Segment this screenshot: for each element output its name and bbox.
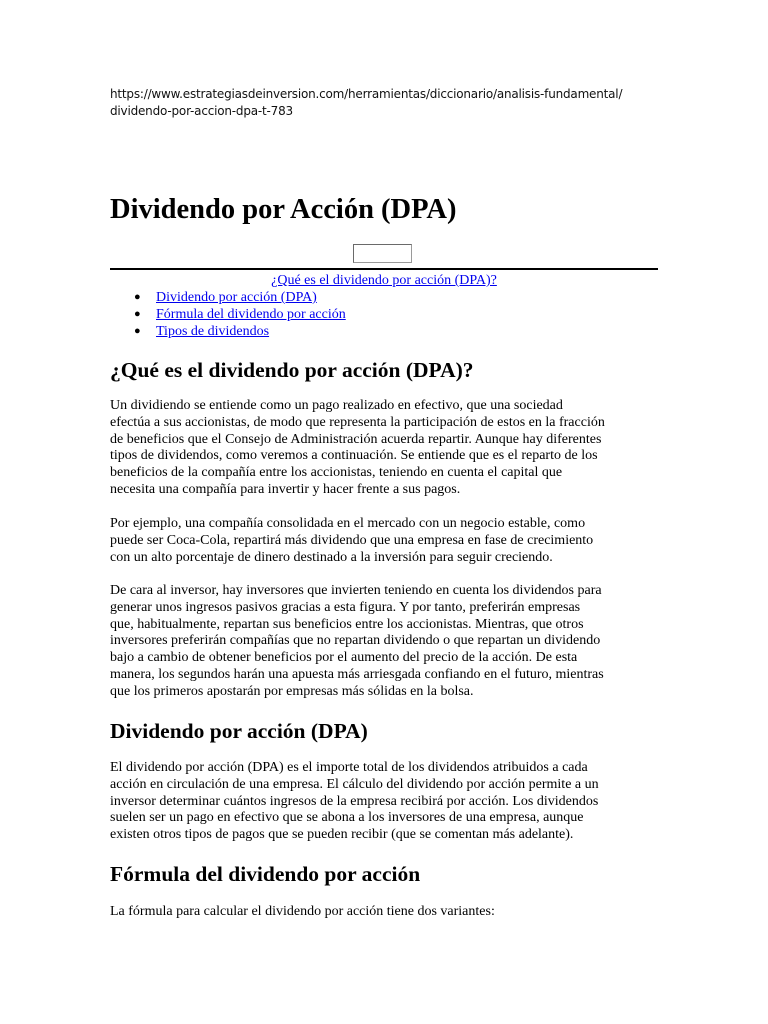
toc-link-formula[interactable]: Fórmula del dividendo por acción: [156, 307, 346, 322]
paragraph-line: El dividendo por acción (DPA) es el importe total de los dividendos atribuidos a cada: [110, 760, 588, 775]
paragraph-line: efectúa a sus accionistas, de modo que representa la participación de estos en la fracción: [110, 414, 605, 430]
paragraph-line: existen otros tipos de pagos que se pueden recibir (que se comentan más adelante).: [110, 827, 574, 843]
source-url-line-1[interactable]: https://www.estrategiasdeinversion.com/herramientas/diccionario/analisis-fundamental/: [110, 87, 623, 101]
paragraph-line: que los primeros apostarán por empresas más sólidas en la bolsa.: [110, 683, 474, 699]
paragraph-line: inversor determinar cuántos ingresos de la empresa recibirá por acción. Los dividendos: [110, 793, 599, 809]
toc-link-que-es-dpa[interactable]: ¿Qué es el dividendo por acción (DPA)?: [271, 273, 497, 288]
bullet-icon: ●: [134, 291, 141, 303]
paragraph-line: Por ejemplo, una compañía consolidada en el mercado con un negocio estable, como: [110, 516, 586, 531]
toc-item: [110, 323, 346, 340]
section-heading-formula: Fórmula del dividendo por acción: [110, 862, 421, 886]
paragraph-line: Un dividiendo se entiende como un pago realizado en efectivo, que una sociedad: [110, 398, 563, 413]
toc-link-dividendo-por-accion[interactable]: Dividendo por acción (DPA): [156, 290, 317, 305]
paragraph-line: beneficios de la compañía entre los accionistas, teniendo en cuenta el capital que: [110, 465, 563, 481]
paragraph-line: La fórmula para calcular el dividendo por acción tiene dos variantes:: [110, 904, 495, 919]
paragraph: [110, 904, 658, 921]
toc-item: [110, 306, 346, 323]
bullet-icon: ●: [134, 308, 141, 320]
paragraph-line: bajo a cambio de obtener beneficios por el aumento del precio de la acción. De esta: [110, 650, 578, 666]
source-url-line-2[interactable]: dividendo-por-accion-dpa-t-783: [110, 104, 293, 118]
page-title: Dividendo por Acción (DPA): [110, 194, 457, 225]
toc-toggle-box[interactable]: [353, 244, 412, 263]
toc-link-tipos-dividendos[interactable]: Tipos de dividendos: [156, 324, 270, 339]
bullet-icon: ●: [134, 325, 141, 337]
paragraph-line: con un alto porcentaje de dinero destinado a la inversión para seguir creciendo.: [110, 549, 553, 565]
paragraph: [110, 583, 658, 701]
paragraph-line: manera, los segundos harán una apuesta más arriesgada confiando en el futuro, mientras: [110, 666, 604, 682]
section-heading-que-es-dpa: ¿Qué es el dividendo por acción (DPA)?: [110, 358, 474, 382]
section-heading-dividendo-por-accion: Dividendo por acción (DPA): [110, 719, 368, 743]
toc-main-link-row: [110, 272, 658, 289]
paragraph: [110, 398, 658, 499]
title-divider: [110, 268, 658, 270]
toc-item: [110, 289, 346, 306]
paragraph-line: de beneficios que el Consejo de Administración acuerda repartir. Aunque hay diferentes: [110, 431, 602, 447]
paragraph-line: acción en circulación de una empresa. El cálculo del dividendo por acción permite a un: [110, 776, 599, 792]
paragraph-line: suelen ser un pago en efectivo que se abona a los inversores de una empresa, aunque: [110, 810, 584, 826]
paragraph-line: tipos de dividendos, como veremos a continuación. Se entiende que es el reparto de los: [110, 448, 598, 464]
paragraph-line: necesita una compañía para invertir y hacer frente a sus pagos.: [110, 481, 461, 497]
table-of-contents: [110, 289, 346, 340]
source-url[interactable]: [110, 86, 658, 120]
paragraph-line: puede ser Coca-Cola, repartirá más dividendo que una empresa en fase de crecimiento: [110, 532, 594, 548]
paragraph: [110, 760, 658, 844]
paragraph: [110, 516, 658, 566]
paragraph-line: generar unos ingresos pasivos gracias a esta figura. Y por tanto, preferirán empresas: [110, 599, 581, 615]
paragraph-line: que, habitualmente, repartan sus beneficios entre los accionistas. Mientras, que otros: [110, 616, 584, 632]
paragraph-line: inversores preferirán compañías que no repartan dividendo o que repartan un dividendo: [110, 633, 601, 649]
paragraph-line: De cara al inversor, hay inversores que invierten teniendo en cuenta los dividendos para: [110, 583, 602, 598]
